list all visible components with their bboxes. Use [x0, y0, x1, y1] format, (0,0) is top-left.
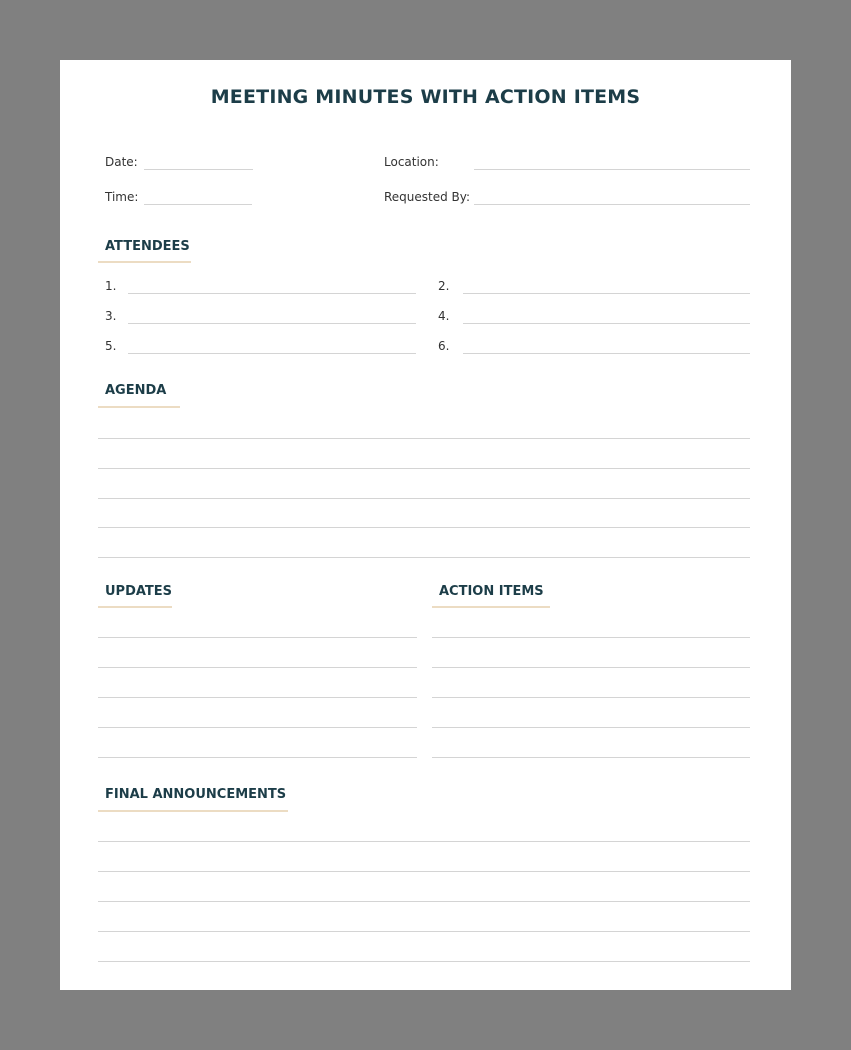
attendees-heading: ATTENDEES — [105, 239, 190, 254]
attendee-line-2[interactable] — [463, 293, 750, 294]
final-announcements-heading-underline — [98, 810, 288, 812]
updates-line[interactable] — [98, 697, 417, 698]
action-items-line[interactable] — [432, 637, 750, 638]
agenda-line[interactable] — [98, 527, 750, 528]
attendee-number-6: 6. — [438, 339, 450, 353]
final-announcements-line[interactable] — [98, 931, 750, 932]
requested-by-label: Requested By: — [384, 190, 471, 204]
attendee-number-4: 4. — [438, 309, 450, 323]
attendee-line-6[interactable] — [463, 353, 750, 354]
attendee-line-5[interactable] — [128, 353, 416, 354]
updates-heading: UPDATES — [105, 584, 173, 599]
location-field-line[interactable] — [474, 169, 750, 170]
attendee-number-2: 2. — [438, 279, 450, 293]
agenda-line[interactable] — [98, 468, 750, 469]
agenda-line[interactable] — [98, 557, 750, 558]
agenda-line[interactable] — [98, 498, 750, 499]
final-announcements-line[interactable] — [98, 961, 750, 962]
location-label: Location: — [384, 155, 439, 169]
updates-line[interactable] — [98, 667, 417, 668]
agenda-line[interactable] — [98, 438, 750, 439]
action-items-heading-underline — [432, 606, 550, 608]
updates-line[interactable] — [98, 727, 417, 728]
attendee-line-1[interactable] — [128, 293, 416, 294]
attendee-line-4[interactable] — [463, 323, 750, 324]
document-page — [60, 60, 791, 990]
requested-by-field-line[interactable] — [474, 204, 750, 205]
updates-line[interactable] — [98, 637, 417, 638]
time-field-line[interactable] — [144, 204, 252, 205]
action-items-line[interactable] — [432, 667, 750, 668]
final-announcements-line[interactable] — [98, 841, 750, 842]
final-announcements-line[interactable] — [98, 901, 750, 902]
updates-heading-underline — [98, 606, 172, 608]
date-label: Date: — [105, 155, 138, 169]
final-announcements-line[interactable] — [98, 871, 750, 872]
agenda-heading-underline — [98, 406, 180, 408]
document-title: MEETING MINUTES WITH ACTION ITEMS — [210, 86, 641, 108]
date-field-line[interactable] — [144, 169, 253, 170]
time-label: Time: — [105, 190, 139, 204]
agenda-heading: AGENDA — [105, 383, 167, 398]
attendee-number-3: 3. — [105, 309, 117, 323]
final-announcements-heading: FINAL ANNOUNCEMENTS — [105, 787, 287, 802]
attendees-heading-underline — [98, 261, 191, 263]
action-items-line[interactable] — [432, 757, 750, 758]
updates-line[interactable] — [98, 757, 417, 758]
attendee-line-3[interactable] — [128, 323, 416, 324]
attendee-number-5: 5. — [105, 339, 117, 353]
action-items-heading: ACTION ITEMS — [439, 584, 544, 599]
action-items-line[interactable] — [432, 697, 750, 698]
action-items-line[interactable] — [432, 727, 750, 728]
attendee-number-1: 1. — [105, 279, 117, 293]
